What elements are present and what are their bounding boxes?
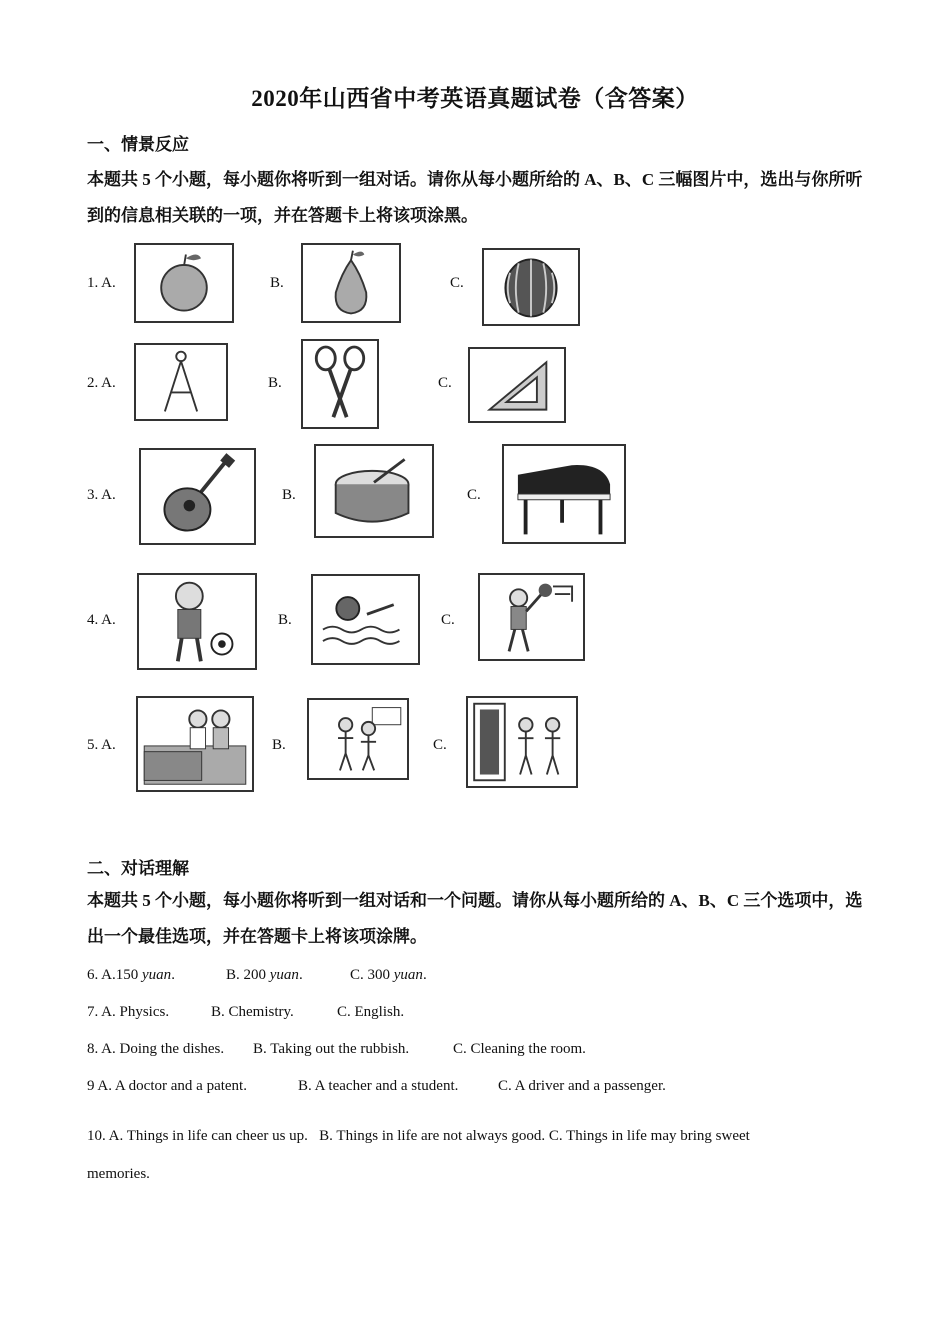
section2-heading: 二、对话理解	[87, 859, 189, 878]
piano-picture[interactable]	[502, 444, 626, 544]
sofa-people-picture[interactable]	[136, 696, 254, 792]
q5-label-b: B.	[272, 737, 286, 753]
q5-label-a: 5. A.	[87, 737, 116, 753]
set-square-picture[interactable]	[468, 347, 566, 423]
q4-label-a: 4. A.	[87, 612, 116, 628]
q8-option-a: 8. A. Doing the dishes.	[87, 1041, 225, 1057]
section1-instructions: 本题共 5 个小题，每小题你将听到一组对话。请你从每小题所给的 A、B、C 三幅图片中，选出与你所听到的信息相关联的一项，并在答题卡上将该项涂黑。	[87, 170, 863, 225]
mirror-people-picture[interactable]	[466, 696, 578, 788]
q1-label-a: 1. A.	[87, 275, 116, 291]
pear-picture[interactable]	[301, 243, 401, 323]
q2-label-b: B.	[268, 375, 282, 391]
q9-option-b: B. A teacher and a student.	[298, 1078, 459, 1094]
compass-picture[interactable]	[134, 343, 228, 421]
q7-option-a: 7. A. Physics.	[87, 1004, 170, 1020]
section2-instructions: 本题共 5 个小题，每小题你将听到一组对话和一个问题。请你从每小题所给的 A、B、C 三个选项中，选出一个最佳选项，并在答题卡上将该项涂牌。	[87, 891, 863, 946]
q6-option-c: C. 300 yuan.	[350, 967, 427, 983]
section1-heading: 一、情景反应	[87, 135, 189, 154]
q7-option-b: B. Chemistry.	[211, 1004, 294, 1020]
apple-picture[interactable]	[134, 243, 234, 323]
q6-option-a: 6. A.150 yuan.	[87, 967, 175, 983]
q3-label-b: B.	[282, 487, 296, 503]
q8-option-b: B. Taking out the rubbish.	[253, 1041, 410, 1057]
q2-label-c: C.	[438, 375, 452, 391]
q5-label-c: C.	[433, 737, 447, 753]
q3-label-a: 3. A.	[87, 487, 116, 503]
watermelon-picture[interactable]	[482, 248, 580, 326]
drum-picture[interactable]	[314, 444, 434, 538]
q8-option-c: C. Cleaning the room.	[453, 1041, 586, 1057]
swimming-picture[interactable]	[311, 574, 420, 665]
q10-options-continued: memories.	[87, 1166, 150, 1182]
q1-label-b: B.	[270, 275, 284, 291]
basketball-picture[interactable]	[478, 573, 585, 661]
q7-option-c: C. English.	[337, 1004, 405, 1020]
boy-football-picture[interactable]	[137, 573, 257, 670]
q6-option-b: B. 200 yuan.	[226, 967, 303, 983]
guitar-picture[interactable]	[139, 448, 256, 545]
q4-label-b: B.	[278, 612, 292, 628]
q9-option-c: C. A driver and a passenger.	[498, 1078, 666, 1094]
q1-label-c: C.	[450, 275, 464, 291]
page-title: 2020年山西省中考英语真题试卷（含答案）	[251, 86, 699, 111]
q3-label-c: C.	[467, 487, 481, 503]
q4-label-c: C.	[441, 612, 455, 628]
q9-option-a: 9 A. A doctor and a patent.	[87, 1078, 247, 1094]
scissors-picture[interactable]	[301, 339, 379, 429]
q2-label-a: 2. A.	[87, 375, 116, 391]
street-people-picture[interactable]	[307, 698, 409, 780]
q10-options: 10. A. Things in life can cheer us up. B. Things in life are not always good. C. Things in life may bring sweet	[87, 1128, 750, 1144]
